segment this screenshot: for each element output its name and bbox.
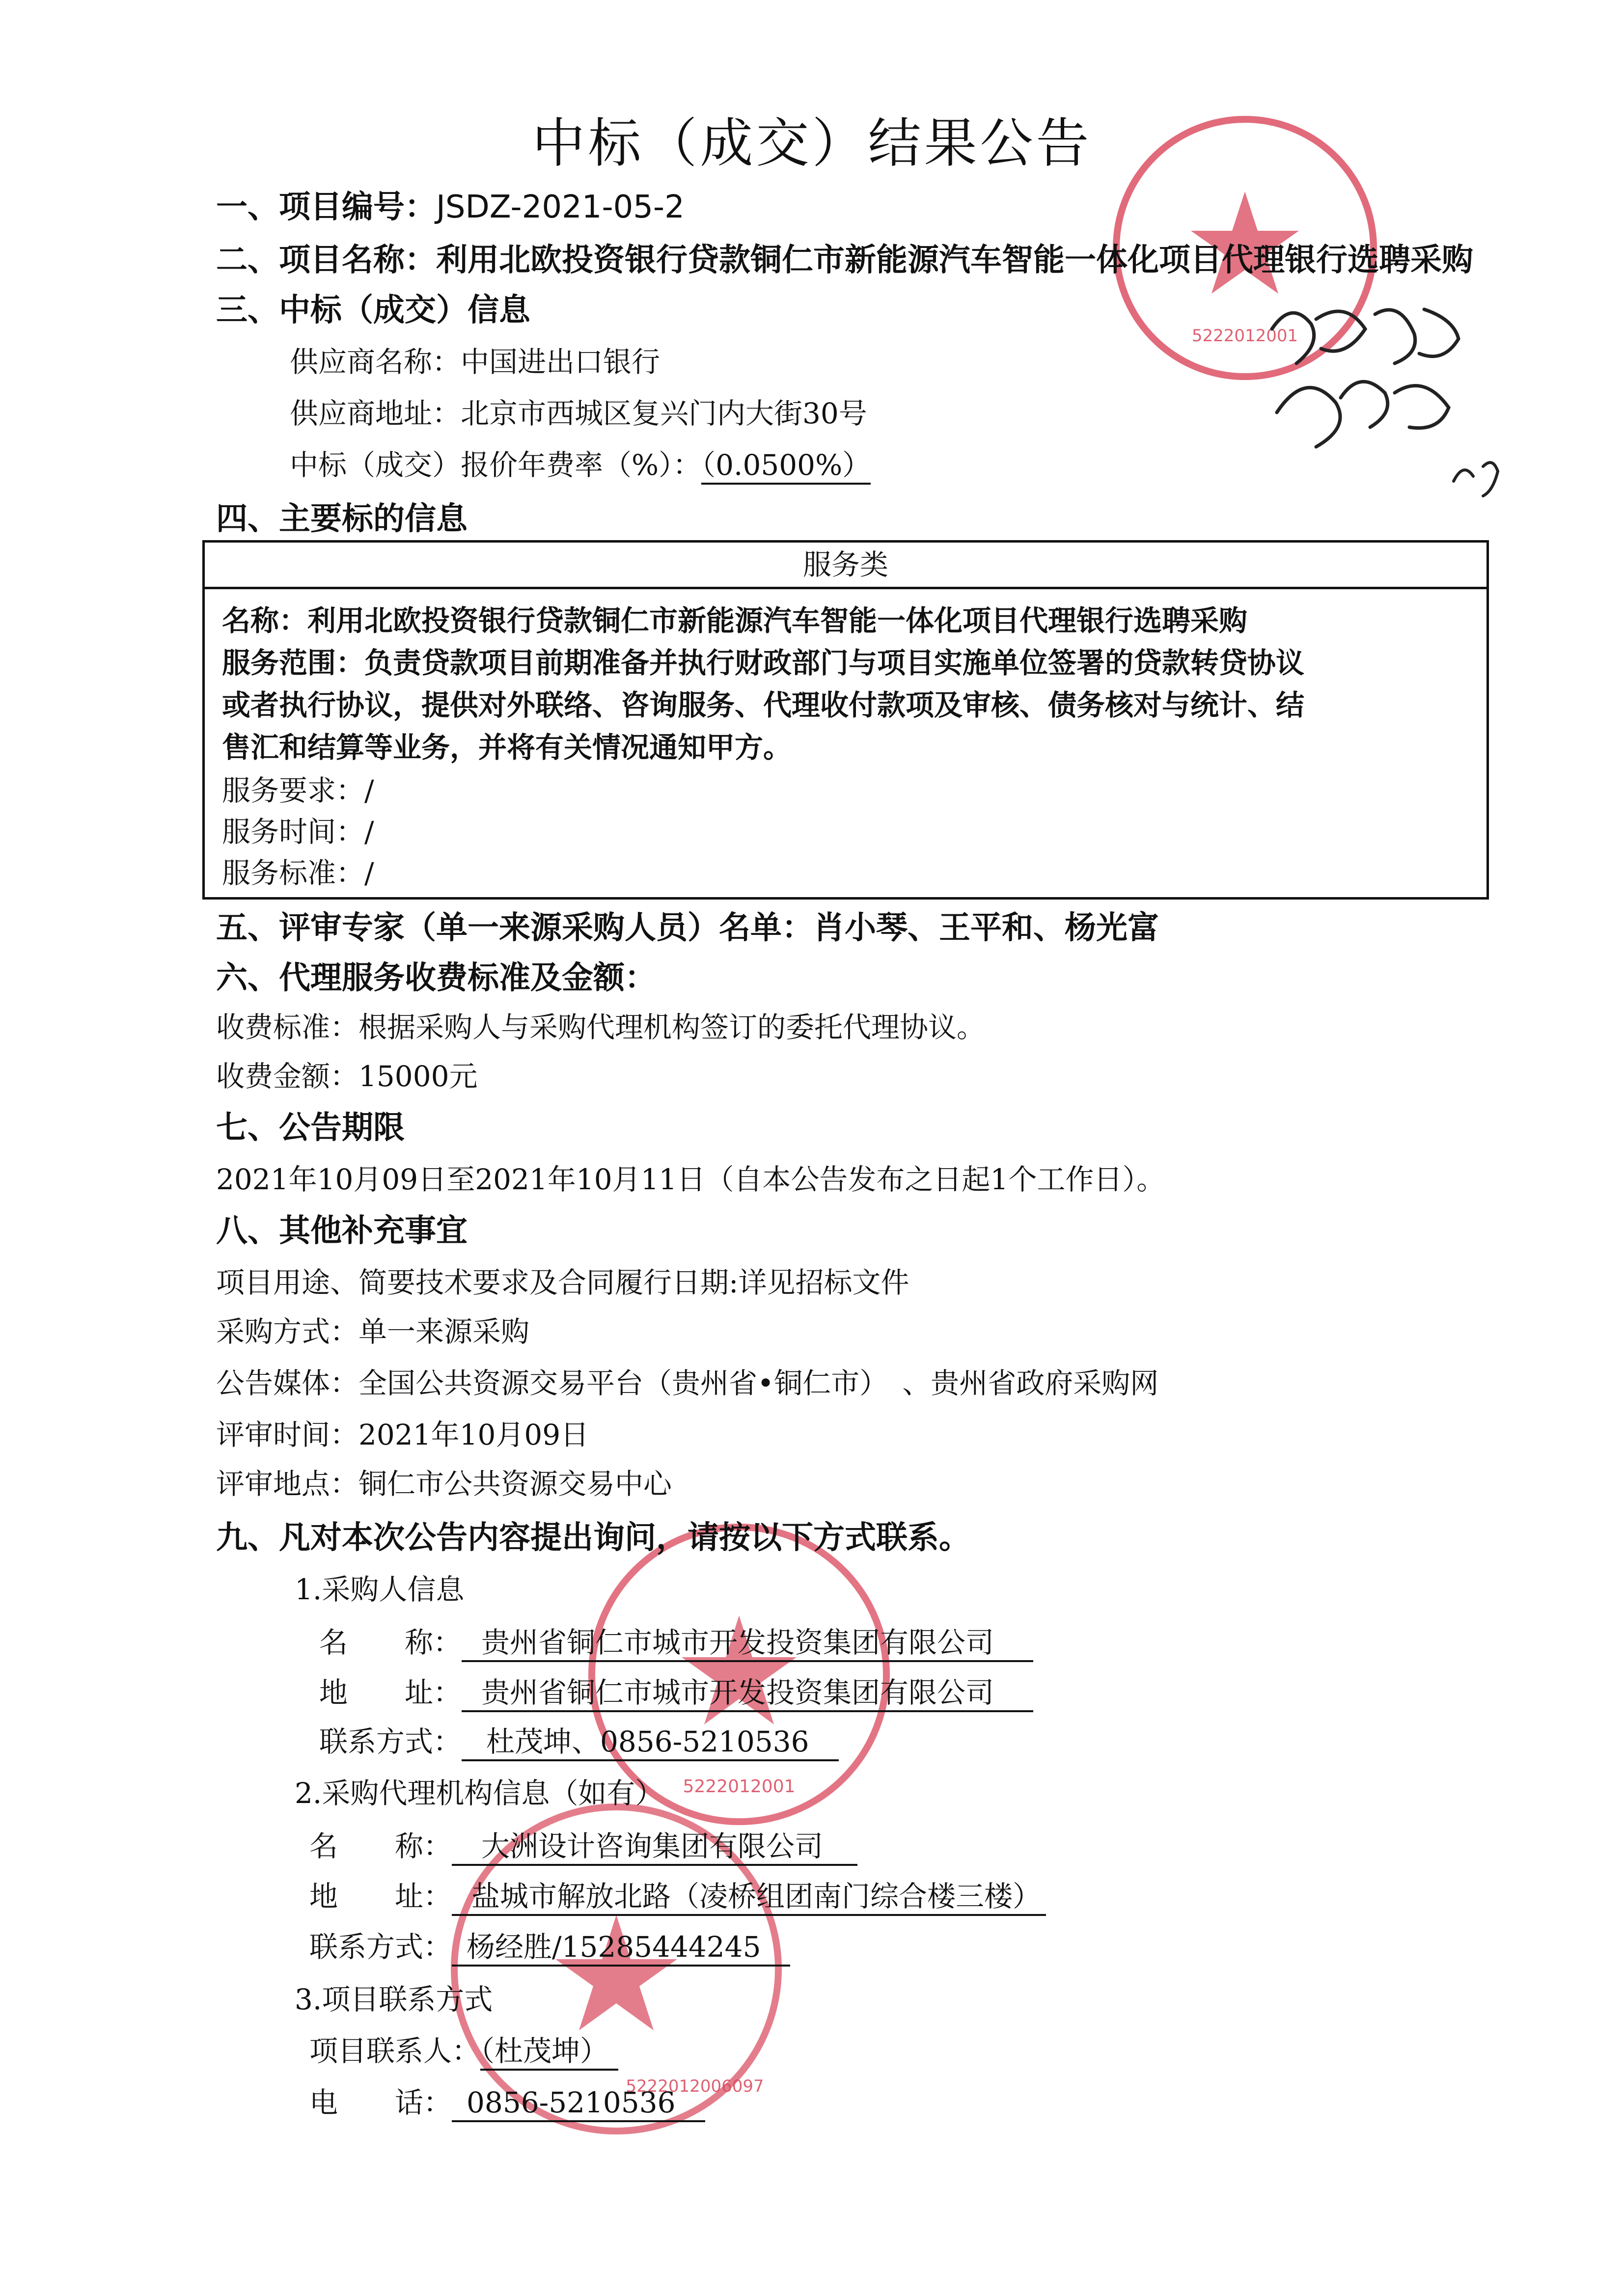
purchaser-contact — [319, 1719, 839, 1760]
review-time: 评审时间：2021年10月09日 — [216, 1418, 589, 1451]
agency-contact — [309, 1924, 790, 1965]
service-standard: 服务标准：/ — [222, 856, 374, 890]
section-9-heading: 九、凡对本次公告内容提出询问，请按以下方式联系。 — [216, 1520, 970, 1556]
project-phone-label: 电 话： — [309, 2086, 452, 2119]
project-usage: 项目用途、简要技术要求及合同履行日期:详见招标文件 — [216, 1266, 909, 1299]
purchaser-contact-label: 联系方式： — [319, 1725, 462, 1758]
bid-rate-value: （0.0500%） — [701, 448, 871, 485]
section-4-heading: 四、主要标的信息 — [216, 501, 468, 537]
purchaser-name-label: 名 称： — [319, 1626, 462, 1659]
service-time: 服务时间：/ — [222, 815, 374, 848]
document-title: 中标（成交）结果公告 — [532, 113, 1092, 174]
agency-address — [309, 1873, 1046, 1914]
purchaser-contact-value: 杜茂坤、0856-5210536 — [462, 1725, 839, 1761]
section-6-heading: 六、代理服务收费标准及金额： — [216, 960, 656, 996]
section-8-heading: 八、其他补充事宜 — [216, 1213, 468, 1249]
project-contact-value: （杜茂坤） — [480, 2034, 618, 2071]
table-header: 服务类 — [205, 543, 1486, 589]
agency-address-value: 盐城市解放北路（凌桥组团南门综合楼三楼） — [452, 1880, 1046, 1916]
fee-standard: 收费标准：根据采购人与采购代理机构签订的委托代理协议。 — [216, 1011, 986, 1044]
agency-name-value: 大洲设计咨询集团有限公司 — [452, 1830, 857, 1866]
purchaser-name-value: 贵州省铜仁市城市开发投资集团有限公司 — [462, 1626, 1033, 1662]
service-scope-line-3: 售汇和结算等业务，并将有关情况通知甲方。 — [222, 731, 792, 764]
procurement-method: 采购方式：单一来源采购 — [216, 1315, 530, 1348]
project-name-value: 利用北欧投资银行贷款铜仁市新能源汽车智能一体化项目代理银行选聘采购 — [436, 242, 1473, 278]
service-requirements: 服务要求：/ — [222, 774, 374, 807]
purchaser-address-value: 贵州省铜仁市城市开发投资集团有限公司 — [462, 1676, 1033, 1712]
purchaser-address-label: 地 址： — [319, 1676, 462, 1709]
project-contact-label: 项目联系人： — [309, 2034, 481, 2068]
purchaser-info-title: 1.采购人信息 — [295, 1573, 465, 1606]
purchaser-name — [319, 1619, 1033, 1661]
bid-rate — [290, 442, 871, 483]
section-2 — [216, 235, 1473, 280]
review-place: 评审地点：铜仁市公共资源交易中心 — [216, 1467, 672, 1501]
project-contact-person — [309, 2028, 618, 2069]
agency-address-label: 地 址： — [309, 1880, 452, 1913]
section-3-heading: 三、中标（成交）信息 — [216, 292, 530, 328]
handwritten-signature — [1257, 290, 1532, 516]
project-phone-value: 0856-5210536 — [452, 2086, 705, 2122]
project-phone — [309, 2079, 705, 2121]
project-name-label: 二、项目名称： — [216, 242, 436, 278]
seal-code: 5222012001 — [683, 1777, 796, 1797]
agency-name-label: 名 称： — [309, 1830, 452, 1863]
service-scope-line-2: 或者执行协议，提供对外联络、咨询服务、代理收付款项及审核、债务核对与统计、结 — [222, 688, 1305, 722]
seal-code: 5222012006097 — [626, 2077, 764, 2096]
bid-rate-label: 中标（成交）报价年费率（%）： — [290, 448, 702, 482]
notice-media: 公告媒体：全国公共资源交易平台（贵州省•铜仁市） 、贵州省政府采购网 — [216, 1367, 1159, 1400]
agency-contact-label: 联系方式： — [309, 1930, 452, 1964]
subject-table — [202, 540, 1489, 900]
service-name: 名称：利用北欧投资银行贷款铜仁市新能源汽车智能一体化项目代理银行选聘采购 — [222, 604, 1248, 637]
fee-amount: 收费金额：15000元 — [216, 1060, 478, 1093]
supplier-name: 供应商名称：中国进出口银行 — [290, 345, 661, 379]
agency-name — [309, 1823, 857, 1864]
project-number-label: 一、项目编号： — [216, 189, 436, 225]
seal-code: 5222012001 — [1191, 326, 1298, 346]
service-scope-line-1: 服务范围：负责贷款项目前期准备并执行财政部门与项目实施单位签署的贷款转贷协议 — [222, 646, 1305, 680]
section-1 — [216, 182, 685, 227]
supplier-address: 供应商地址：北京市西城区复兴门内大街30号 — [290, 397, 867, 430]
section-5-experts: 五、评审专家（单一来源采购人员）名单：肖小琴、王平和、杨光富 — [216, 910, 1159, 946]
section-7-heading: 七、公告期限 — [216, 1110, 405, 1146]
project-number-value: JSDZ-2021-05-2 — [436, 189, 685, 225]
notice-period: 2021年10月09日至2021年10月11日（自本公告发布之日起1个工作日）。 — [216, 1163, 1165, 1196]
agency-contact-value: 杨经胜/15285444245 — [452, 1930, 790, 1967]
project-contact-title: 3.项目联系方式 — [295, 1983, 493, 2016]
purchaser-address — [319, 1669, 1033, 1711]
agency-info-title: 2.采购代理机构信息（如有） — [295, 1777, 664, 1810]
